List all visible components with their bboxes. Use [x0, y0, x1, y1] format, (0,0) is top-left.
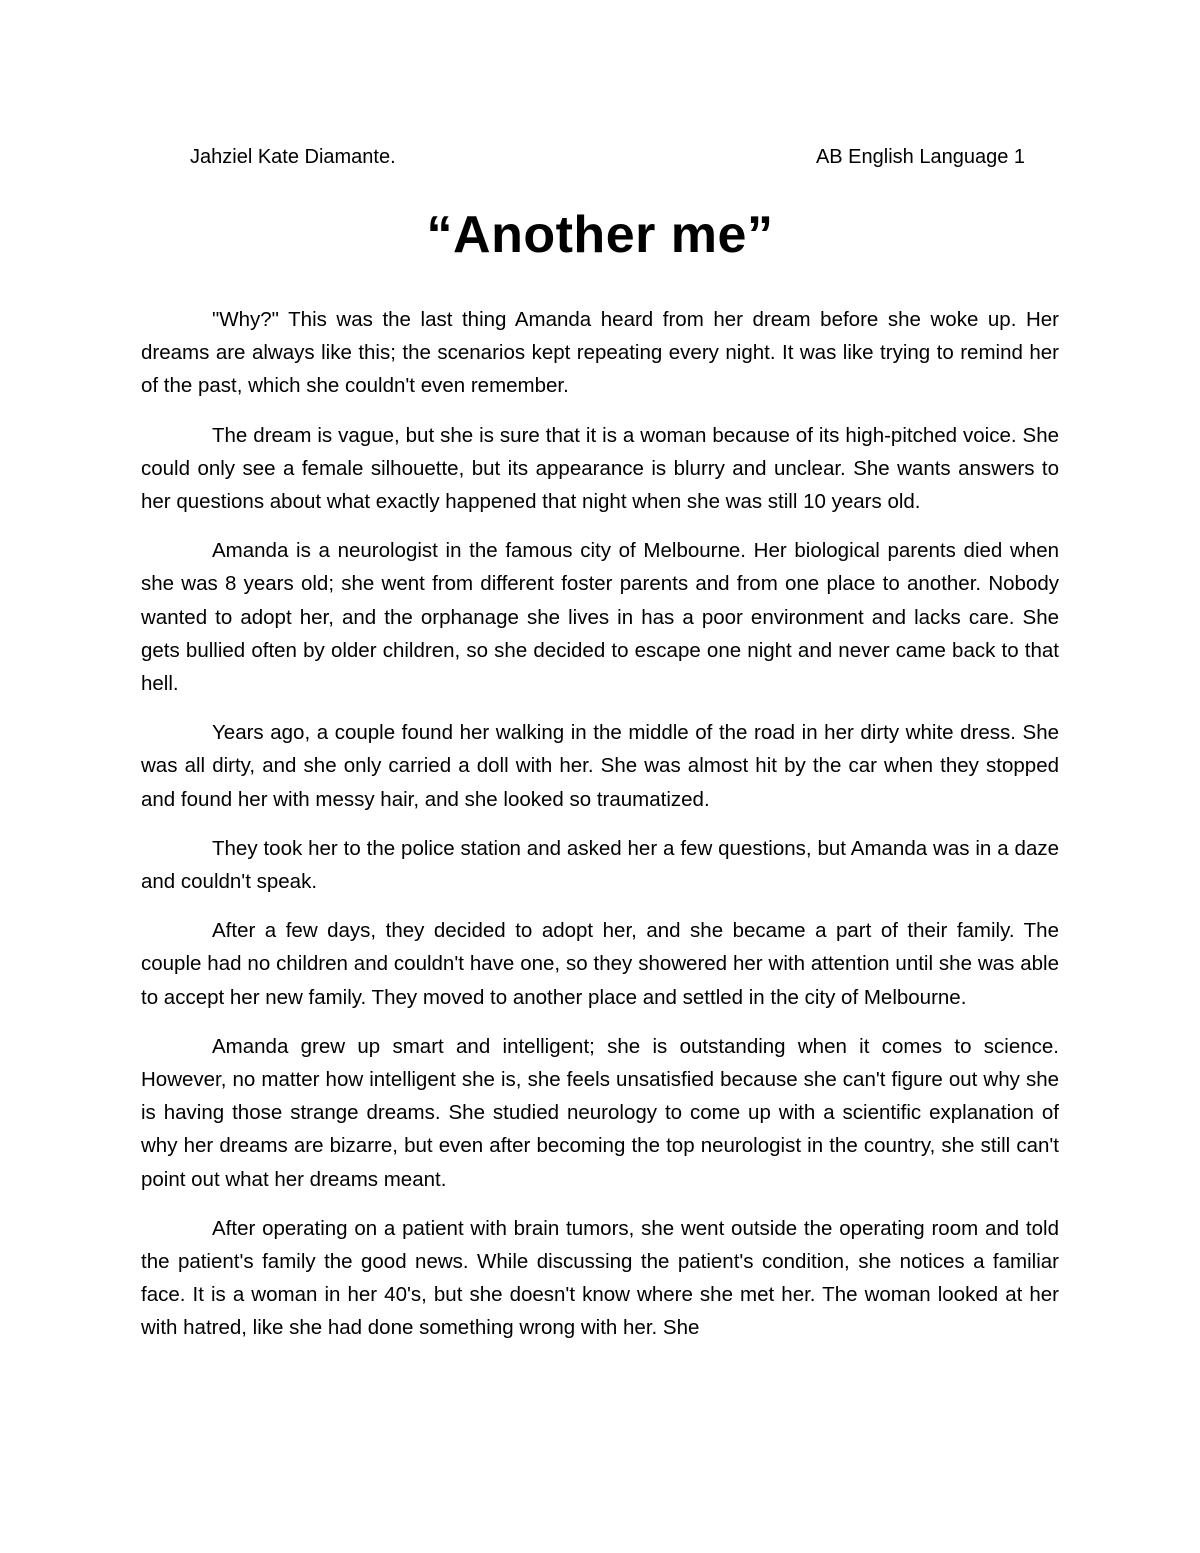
paragraph: After a few days, they decided to adopt her, and she became a part of their family. The couple had no children and couldn't have one, so they showered her with attention until she was able to accept her new family. They moved to another place and settled in the city of Melbourne.	[141, 919, 1059, 1009]
paragraph: The dream is vague, but she is sure that it is a woman because of its high-pitched voice. She could only see a female silhouette, but its appearance is blurry and unclear. She wants answers to her questions about what exactly happened that night when she was still 10 years old.	[141, 423, 1059, 514]
author-name: Jahziel Kate Diamante.	[190, 146, 396, 168]
paragraph: Amanda grew up smart and intelligent; she is outstanding when it comes to science. However, no matter how intelligent she is, she feels unsatisfied because she can't figure out why she is having those strange dreams. She studied neurology to come up with a scientific explanation of why her dreams are bizarre, but even after becoming the top neurologist in the country, she still can't point out what her dreams meant.	[141, 1034, 1059, 1191]
paragraph: They took her to the police station and asked her a few questions, but Amanda was in a daze and couldn't speak.	[141, 836, 1059, 894]
paragraph: After operating on a patient with brain tumors, she went outside the operating room and told the patient's family the good news. While discussing the patient's condition, she notices a familiar face. It is a woman in her 40's, but she doesn't know where she met her. The woman looked at her with hatred, like she had done something wrong with her. She	[141, 1216, 1059, 1340]
document-header	[190, 142, 1025, 172]
paragraph: "Why?" This was the last thing Amanda heard from her dream before she woke up. Her dreams are always like this; the scenarios kept repeating every night. It was like trying to remind her of the past, which she couldn't even remember.	[141, 308, 1059, 398]
paragraph: Amanda is a neurologist in the famous city of Melbourne. Her biological parents died when she was 8 years old; she went from different foster parents and from one place to another. Nobody wanted to adopt her, and the orphanage she lives in has a poor environment and lacks care. She gets bullied often by older children, so she decided to escape one night and never came back to that hell.	[141, 539, 1059, 696]
story-title: “Another me”	[426, 206, 774, 264]
paragraph: Years ago, a couple found her walking in the middle of the road in her dirty white dress. She was all dirty, and she only carried a doll with her. She was almost hit by the car when they stopped and found her with messy hair, and she looked so traumatized.	[141, 721, 1059, 811]
course-name: AB English Language 1	[815, 146, 1025, 168]
story-body	[141, 303, 1059, 1361]
